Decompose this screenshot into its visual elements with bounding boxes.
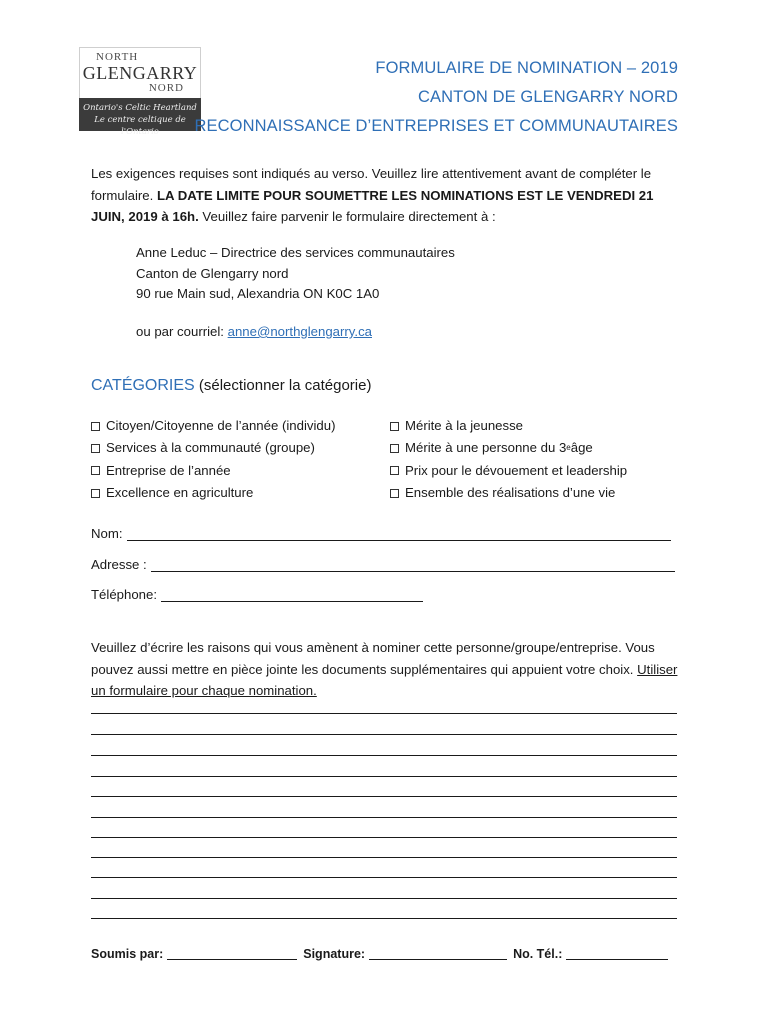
recognition-title: RECONNAISSANCE D’ENTREPRISES ET COMMUNAUTAIRES [194, 117, 678, 135]
checkbox-icon[interactable] [390, 444, 399, 453]
email-line [136, 324, 372, 339]
category-senior-merit[interactable] [390, 437, 627, 459]
reasons-paragraph [91, 637, 681, 702]
category-label: Services à la communauté (groupe) [106, 440, 315, 456]
categories-subtitle: (sélectionner la catégorie) [194, 377, 372, 394]
checkbox-icon[interactable] [390, 489, 399, 498]
category-label: Ensemble des réalisations d’une vie [405, 484, 616, 500]
category-lifetime-achievement[interactable] [390, 482, 627, 504]
writing-line[interactable] [91, 776, 677, 777]
writing-line[interactable] [91, 898, 677, 899]
north-glengarry-logo [79, 47, 201, 137]
township-title: CANTON DE GLENGARRY NORD [417, 88, 678, 106]
intro-paragraph [91, 163, 681, 228]
category-business-of-year[interactable] [91, 460, 335, 482]
writing-line[interactable] [91, 918, 677, 919]
signature-input-line[interactable] [369, 947, 507, 960]
phone-label: No. Tél.: [513, 947, 563, 961]
deadline-text: LA DATE LIMITE POUR SOUMETTRE LES NOMINATIONS EST LE VENDREDI 21 JUIN, 2019 à 16h. [91, 187, 654, 224]
category-label-suffix: âge [570, 440, 593, 456]
name-input-line[interactable] [127, 526, 671, 541]
address-label: Adresse : [91, 557, 147, 572]
logo-nord-text: NORD [148, 82, 184, 94]
logo-wordmark [79, 47, 201, 98]
writing-line[interactable] [91, 837, 677, 838]
writing-line[interactable] [91, 755, 677, 756]
telephone-label: Téléphone: [91, 587, 157, 602]
category-label: Mérite à une personne du 3 [405, 440, 567, 456]
ordinal-superscript: e [566, 443, 571, 453]
category-label: Citoyen/Citoyenne de l’année (individu) [106, 418, 336, 433]
one-form-per-nomination-note: Utiliser un formulaire pour chaque nomination. [91, 661, 678, 698]
reasons-text: Veuillez d’écrire les raisons qui vous amènent à nominer cette personne/groupe/entreprise. Vous pouvez aussi mettre en pièce jointe les documents supplémentaires qui appuient votre choix. [91, 640, 655, 677]
category-label: Prix pour le dévouement et leadership [405, 462, 628, 478]
category-label: Excellence en agriculture [106, 484, 254, 500]
email-prefix: ou par courriel: [136, 324, 228, 339]
writing-line[interactable] [91, 713, 677, 714]
checkbox-icon[interactable] [390, 422, 399, 431]
category-youth-merit[interactable] [390, 415, 627, 437]
categories-title: CATÉGORIES [91, 377, 195, 394]
checkbox-icon[interactable] [91, 466, 100, 475]
submitted-by-input-line[interactable] [167, 947, 297, 960]
writing-line[interactable] [91, 796, 677, 797]
checkbox-icon[interactable] [390, 466, 399, 475]
address-recipient: Anne Leduc – Directrice des services communautaires [136, 245, 455, 260]
telephone-input-line[interactable] [161, 587, 423, 602]
signature-label: Signature: [303, 947, 366, 961]
categories-heading [91, 377, 371, 395]
writing-line[interactable] [91, 877, 677, 878]
telephone-field [91, 587, 423, 602]
logo-glengarry-text: GLENGARRY [82, 63, 198, 83]
categories-left-column [91, 415, 335, 504]
writing-line[interactable] [91, 857, 677, 858]
category-dedication-leadership[interactable] [390, 460, 627, 482]
checkbox-icon[interactable] [91, 444, 100, 453]
address-field [91, 557, 675, 572]
categories-right-column [390, 415, 627, 504]
address-organization: Canton de Glengarry nord [136, 265, 289, 281]
category-label: Mérite à la jeunesse [405, 418, 524, 433]
intro-text: Les exigences requises sont indiqués au verso. Veuillez lire attentivement avant de compléter le formulaire. [91, 166, 652, 203]
mailing-address [136, 243, 455, 305]
name-field [91, 526, 671, 541]
writing-line[interactable] [91, 817, 677, 818]
address-street: 90 rue Main sud, Alexandria ON K0C 1A0 [136, 286, 380, 301]
category-citizen-of-year[interactable] [91, 415, 335, 437]
submitted-by-label: Soumis par: [91, 947, 164, 961]
form-title: FORMULAIRE DE NOMINATION – 2019 [375, 59, 678, 77]
writing-line[interactable] [91, 734, 677, 735]
logo-tagline-fr: Le centre celtique de l'Ontario [94, 115, 186, 137]
category-label: Entreprise de l’année [106, 462, 231, 478]
checkbox-icon[interactable] [91, 489, 100, 498]
logo-tagline-en: Ontario's Celtic Heartland [83, 103, 197, 113]
phone-input-line[interactable] [566, 947, 668, 960]
category-agriculture-excellence[interactable] [91, 482, 335, 504]
checkbox-icon[interactable] [91, 422, 100, 431]
address-input-line[interactable] [151, 557, 675, 572]
email-link[interactable]: anne@northglengarry.ca [227, 324, 372, 339]
category-community-services[interactable] [91, 437, 335, 459]
name-label: Nom: [91, 526, 123, 541]
logo-north-text: NORTH [96, 51, 139, 63]
intro-instruction: Veuillez faire parvenir le formulaire directement à : [198, 209, 496, 224]
signature-footer [91, 947, 674, 961]
logo-tagline-band [79, 98, 201, 137]
